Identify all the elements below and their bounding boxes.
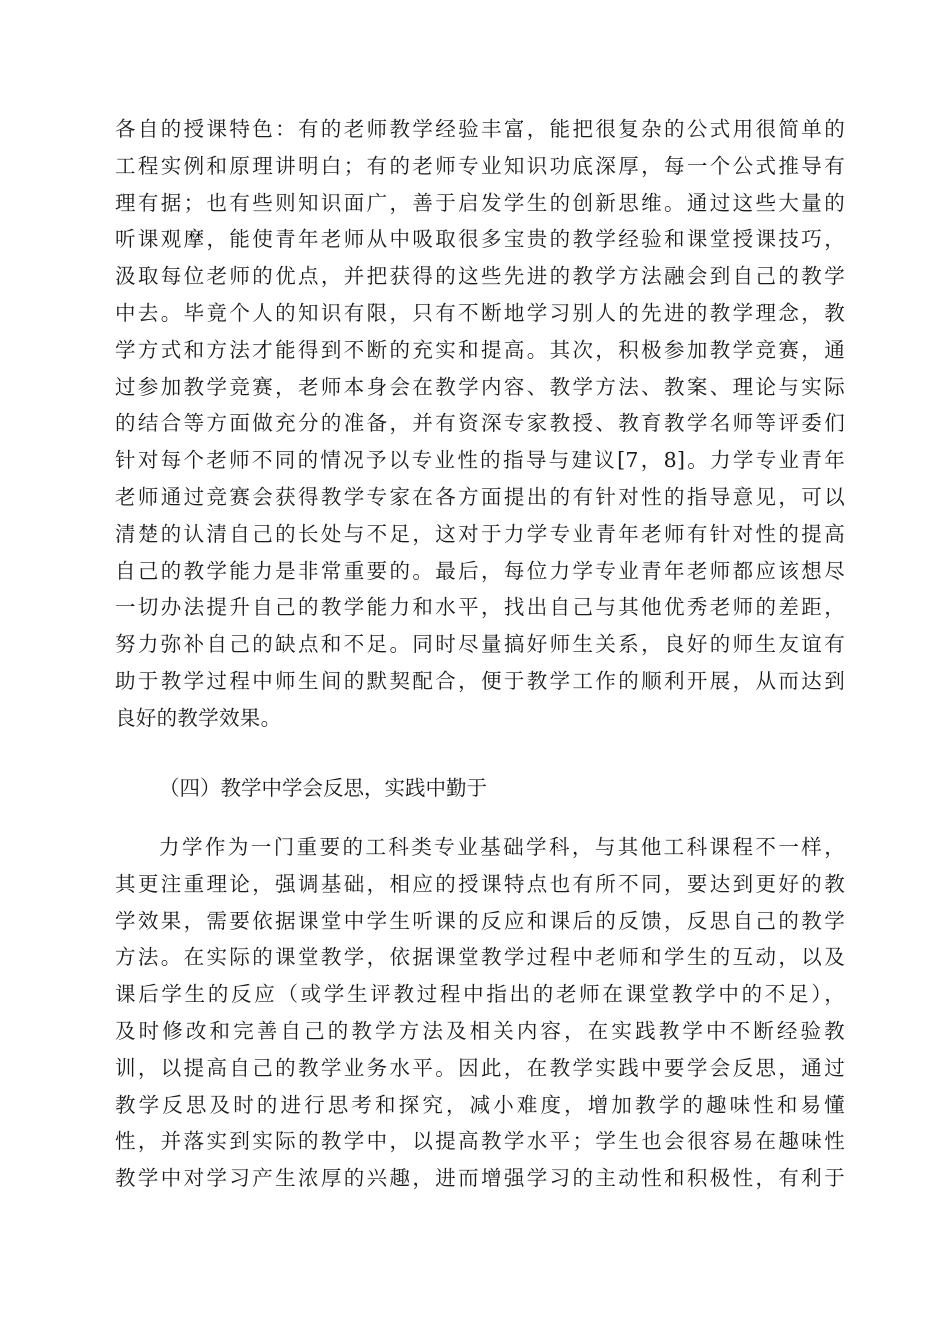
paragraph-1-line: 良好的教学效果。 (115, 705, 282, 730)
paragraph-1-line: 针对每个老师不同的情况予以专业性的指导与建议[7，8]。力学专业青年 (115, 448, 845, 473)
paragraph-1-line: 助于教学过程中师生间的默契配合，便于教学工作的顺利开展，从而达到 (115, 668, 845, 693)
paragraph-1-line: 努力弥补自己的缺点和不足。同时尽量搞好师生关系，良好的师生友谊有 (115, 632, 845, 657)
paragraph-1-line: 清楚的认清自己的长处与不足，这对于力学专业青年老师有针对性的提高 (115, 521, 845, 546)
paragraph-1-line: 汲取每位老师的优点，并把获得的这些先进的教学方法融会到自己的教学 (115, 264, 845, 289)
paragraph-2-line: 课后学生的反应（或学生评教过程中指出的老师在课堂教学中的不足）， (115, 982, 845, 1007)
section-heading: （四）教学中学会反思，实践中勤于 (159, 776, 487, 800)
paragraph-1-line: 的结合等方面做充分的准备，并有资深专家教授、教育教学名师等评委们 (115, 411, 845, 436)
paragraph-1-line: 理有据；也有些则知识面广，善于启发学生的创新思维。通过这些大量的 (115, 190, 845, 215)
paragraph-1-line: 听课观摩，能使青年老师从中吸取很多宝贵的教学经验和课堂授课技巧， (115, 227, 845, 252)
paragraph-2-line: 教学反思及时的进行思考和探究，减小难度，增加教学的趣味性和易懂 (115, 1092, 845, 1117)
paragraph-2-line: 学效果，需要依据课堂中学生听课的反应和课后的反馈，反思自己的教学 (115, 908, 845, 933)
paragraph-2 (115, 829, 845, 1197)
paragraph-2-line: 方法。在实际的课堂教学，依据课堂教学过程中老师和学生的互动，以及 (115, 945, 845, 970)
paragraph-2-line: 性，并落实到实际的教学中，以提高教学水平；学生也会很容易在趣味性 (115, 1129, 845, 1154)
paragraph-1-line: 老师通过竞赛会获得教学专家在各方面提出的有针对性的指导意见，可以 (115, 484, 845, 509)
paragraph-2-line: 教学中对学习产生浓厚的兴趣，进而增强学习的主动性和积极性，有利于 (115, 1166, 845, 1191)
paragraph-1-line: 一切办法提升自己的教学能力和水平，找出自己与其他优秀老师的差距， (115, 595, 845, 620)
paragraph-2-line: 训，以提高自己的教学业务水平。因此，在教学实践中要学会反思，通过 (115, 1055, 845, 1080)
paragraph-2-line: 力学作为一门重要的工科类专业基础学科，与其他工科课程不一样， (159, 835, 845, 859)
paragraph-1-line: 学方式和方法才能得到不断的充实和提高。其次，积极参加教学竞赛，通 (115, 337, 845, 362)
paragraph-1-line: 工程实例和原理讲明白；有的老师专业知识功底深厚，每一个公式推导有 (115, 153, 845, 178)
paragraph-2-line: 其更注重理论，强调基础，相应的授课特点也有所不同，要达到更好的教 (115, 871, 845, 896)
paragraph-1-line: 中去。毕竟个人的知识有限，只有不断地学习别人的先进的教学理念，教 (115, 300, 845, 325)
paragraph-2-line: 及时修改和完善自己的教学方法及相关内容，在实践教学中不断经验教 (115, 1018, 845, 1043)
paragraph-1-line: 自己的教学能力是非常重要的。最后，每位力学专业青年老师都应该想尽 (115, 558, 845, 583)
paragraph-1-line: 各自的授课特色：有的老师教学经验丰富，能把很复杂的公式用很简单的 (115, 117, 845, 141)
paragraph-1 (115, 111, 845, 737)
paragraph-1-line: 过参加教学竞赛，老师本身会在教学内容、教学方法、教案、理论与实际 (115, 374, 845, 399)
